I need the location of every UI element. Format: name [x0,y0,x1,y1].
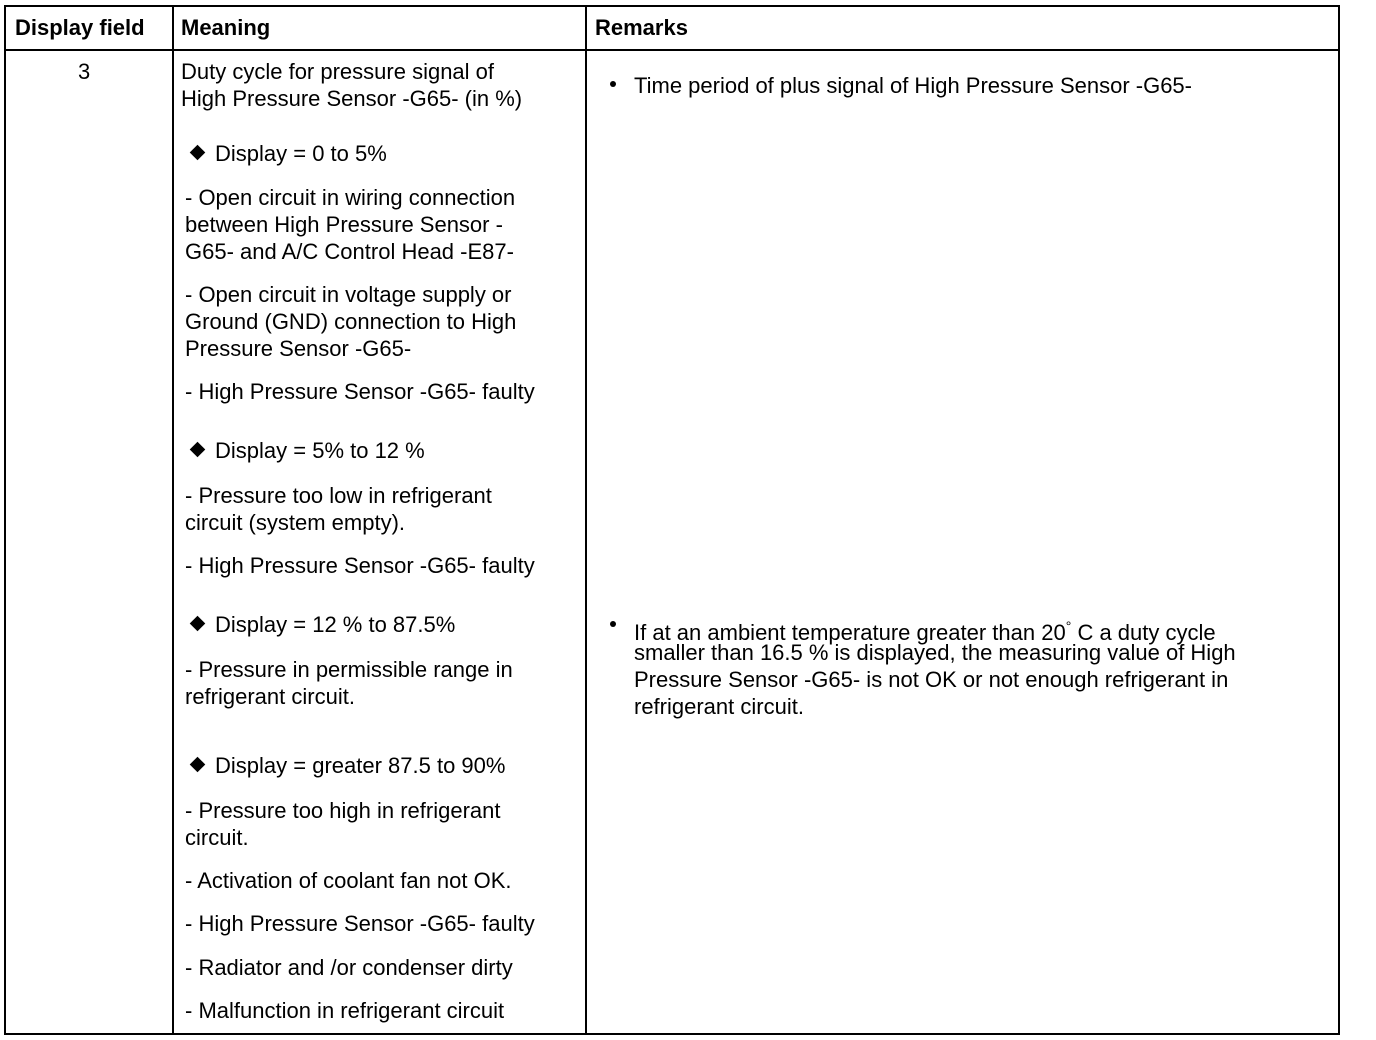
cause-line: - Malfunction in refrigerant circuit [185,998,505,1023]
remark-text: Time period of plus signal of High Pressure Sensor -G65- [634,73,1192,98]
header-divider [6,49,1338,51]
cause-line: - High Pressure Sensor -G65- faulty [185,379,535,404]
column-divider [172,7,174,1033]
degree-sign: ° [1065,618,1072,634]
cause-line: Pressure Sensor -G65- [185,336,412,361]
remark-line: refrigerant circuit. [634,694,804,719]
cause-line: refrigerant circuit. [185,684,355,709]
range-label: Display = 0 to 5% [215,141,387,166]
cause-line: circuit (system empty). [185,510,406,535]
remark-line: smaller than 16.5 % is displayed, the measuring value of High [634,640,1236,665]
range-label: Display = greater 87.5 to 90% [215,753,506,778]
cause-line: Ground (GND) connection to High [185,309,517,334]
diamond-bullet-icon [190,145,206,161]
cause-line: - Activation of coolant fan not OK. [185,868,512,893]
range-label: Display = 5% to 12 % [215,438,425,463]
header-display-field: Display field [15,15,145,40]
bullet-icon [610,621,616,627]
display-field-value: 3 [78,59,91,84]
cause-line: - Pressure too low in refrigerant [185,483,492,508]
remark-line: If at an ambient temperature greater than 20° C a duty cycle [634,618,1216,645]
cause-line: - Open circuit in wiring connection [185,185,516,210]
diagnostic-table [4,5,1340,1035]
cause-line: - High Pressure Sensor -G65- faulty [185,553,535,578]
bullet-icon [610,81,616,87]
cause-line: circuit. [185,825,249,850]
header-remarks: Remarks [595,15,688,40]
diamond-bullet-icon [190,757,206,773]
cause-line: - Open circuit in voltage supply or [185,282,512,307]
cause-line: - High Pressure Sensor -G65- faulty [185,911,535,936]
header-meaning: Meaning [181,15,271,40]
cause-line: - Radiator and /or condenser dirty [185,955,513,980]
meaning-intro-line: Duty cycle for pressure signal of [181,59,495,84]
cause-line: G65- and A/C Control Head -E87- [185,239,514,264]
range-label: Display = 12 % to 87.5% [215,612,456,637]
cause-line: between High Pressure Sensor - [185,212,503,237]
remark-line: Pressure Sensor -G65- is not OK or not enough refrigerant in [634,667,1229,692]
column-divider [585,7,587,1033]
cause-line: - Pressure too high in refrigerant [185,798,501,823]
diamond-bullet-icon [190,442,206,458]
diamond-bullet-icon [190,616,206,632]
cause-line: - Pressure in permissible range in [185,657,513,682]
meaning-intro-line: High Pressure Sensor -G65- (in %) [181,86,523,111]
